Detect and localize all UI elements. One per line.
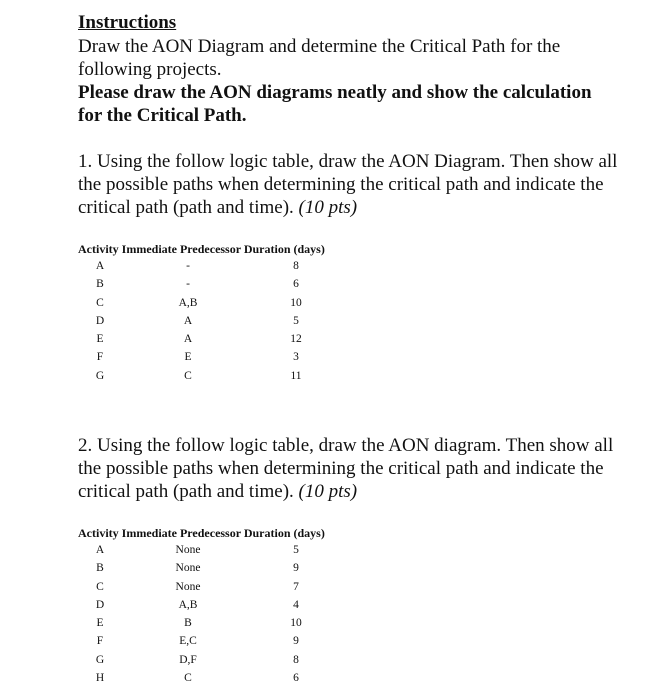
question-1-text: 1. Using the follow logic table, draw the AON Diagram. Then show all the possible paths when determining the critical path and indicate the critical path (path and time). bbox=[78, 151, 618, 218]
duration-cell: 10 bbox=[290, 296, 302, 309]
activity-cell: B bbox=[96, 278, 104, 291]
predecessor-cell: A bbox=[183, 333, 193, 346]
question-2-text: 2. Using the follow logic table, draw the AON diagram. Then show all the possible paths when determining the critical path and indicate the critical path (path and time). bbox=[78, 435, 614, 502]
predecessor-cell: A,B bbox=[178, 296, 198, 309]
table-row bbox=[78, 544, 325, 562]
logic-table-2-header: Activity Immediate Predecessor Duration (days) bbox=[78, 526, 325, 540]
activity-cell: E bbox=[96, 333, 104, 346]
predecessor-cell: - bbox=[186, 260, 190, 272]
table-row bbox=[78, 351, 325, 369]
activity-cell: F bbox=[96, 351, 104, 364]
table-row bbox=[78, 581, 325, 599]
activity-cell: D bbox=[95, 314, 105, 327]
instructions-body bbox=[78, 35, 618, 127]
predecessor-cell: None bbox=[175, 580, 201, 593]
question-1 bbox=[78, 150, 618, 219]
activity-cell: D bbox=[95, 598, 105, 611]
question-2 bbox=[78, 434, 618, 503]
duration-cell: 11 bbox=[290, 369, 302, 382]
table-row bbox=[78, 260, 325, 278]
predecessor-cell: A bbox=[183, 314, 193, 327]
duration-cell: 10 bbox=[290, 617, 302, 630]
logic-table-1 bbox=[78, 242, 325, 388]
activity-cell: B bbox=[96, 562, 104, 575]
predecessor-cell: E bbox=[184, 351, 192, 364]
activity-cell: A bbox=[95, 260, 105, 272]
table-row bbox=[78, 315, 325, 333]
logic-table-2-rows bbox=[78, 544, 325, 690]
duration-cell: 5 bbox=[293, 544, 299, 556]
activity-cell: E bbox=[96, 617, 104, 630]
table-row bbox=[78, 654, 325, 672]
question-1-points: (10 pts) bbox=[298, 197, 358, 218]
predecessor-cell: D,F bbox=[179, 653, 197, 666]
table-row bbox=[78, 297, 325, 315]
duration-cell: 7 bbox=[293, 580, 299, 593]
duration-cell: 6 bbox=[293, 278, 299, 291]
instructions-line1: Draw the AON Diagram and determine the Critical Path for the following projects. bbox=[78, 36, 561, 80]
duration-cell: 4 bbox=[293, 598, 299, 611]
instructions-title: Instructions bbox=[78, 12, 177, 33]
activity-cell: C bbox=[96, 580, 104, 593]
table-row bbox=[78, 370, 325, 388]
duration-cell: 5 bbox=[293, 314, 299, 327]
activity-cell: G bbox=[95, 369, 105, 382]
instructions-line2: Please draw the AON diagrams neatly and show the calculation for the Critical Path. bbox=[78, 82, 592, 126]
duration-cell: 12 bbox=[290, 333, 302, 346]
table-row bbox=[78, 333, 325, 351]
table-row bbox=[78, 672, 325, 690]
activity-cell: F bbox=[96, 635, 104, 648]
predecessor-cell: E,C bbox=[179, 635, 197, 648]
duration-cell: 8 bbox=[293, 653, 299, 666]
table-row bbox=[78, 635, 325, 653]
duration-cell: 9 bbox=[293, 562, 299, 575]
predecessor-cell: B bbox=[184, 617, 192, 630]
table-row bbox=[78, 278, 325, 296]
duration-cell: 8 bbox=[293, 260, 299, 272]
logic-table-2 bbox=[78, 526, 325, 690]
predecessor-cell: C bbox=[184, 672, 192, 685]
activity-cell: A bbox=[95, 544, 105, 556]
predecessor-cell: C bbox=[184, 369, 192, 382]
table-row bbox=[78, 617, 325, 635]
activity-cell: C bbox=[96, 296, 104, 309]
activity-cell: H bbox=[95, 672, 105, 685]
predecessor-cell: - bbox=[186, 278, 190, 291]
question-2-points: (10 pts) bbox=[298, 481, 358, 502]
logic-table-1-header: Activity Immediate Predecessor Duration (days) bbox=[78, 242, 325, 256]
predecessor-cell: A,B bbox=[178, 598, 198, 611]
predecessor-cell: None bbox=[175, 562, 201, 575]
predecessor-cell: None bbox=[175, 544, 201, 556]
table-row bbox=[78, 562, 325, 580]
activity-cell: G bbox=[95, 653, 105, 666]
duration-cell: 9 bbox=[293, 635, 299, 648]
duration-cell: 6 bbox=[293, 672, 299, 685]
table-row bbox=[78, 599, 325, 617]
duration-cell: 3 bbox=[293, 351, 299, 364]
logic-table-1-rows bbox=[78, 260, 325, 388]
